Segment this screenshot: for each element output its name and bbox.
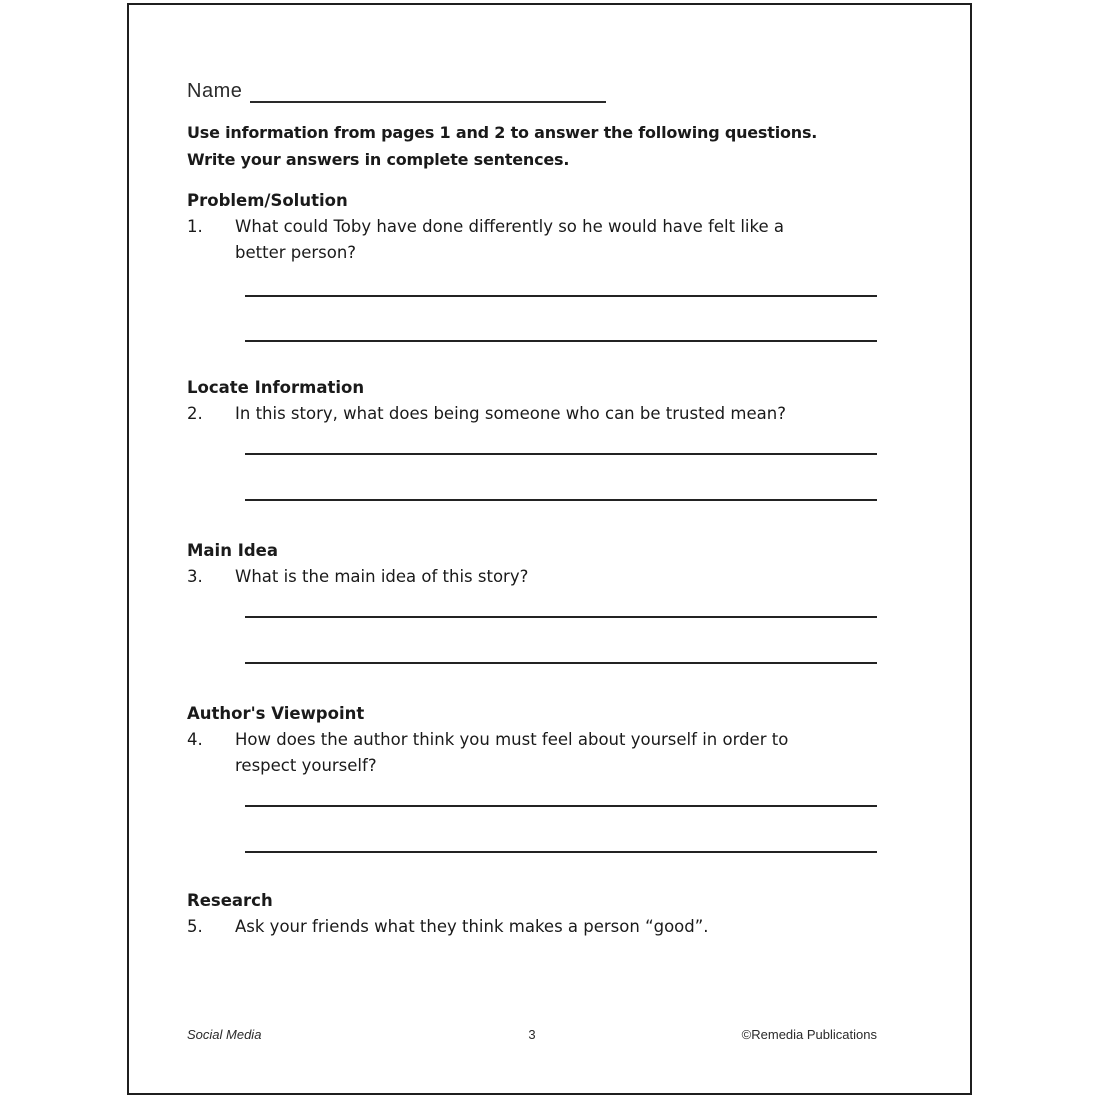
instructions-line-1: Use information from pages 1 and 2 to answer the following questions. (187, 123, 818, 142)
answer-line (245, 427, 877, 455)
footer-publisher: ©Remedia Publications (741, 1027, 877, 1042)
section-heading: Main Idea (187, 541, 278, 560)
answer-line (245, 455, 877, 501)
question-number: 2. (187, 404, 203, 423)
answer-line (245, 779, 877, 807)
question-number: 5. (187, 917, 203, 936)
worksheet-page (127, 3, 972, 1095)
question-number: 1. (187, 217, 203, 236)
question-text-line: Ask your friends what they think makes a person “good”. (235, 917, 709, 936)
section-heading: Author's Viewpoint (187, 704, 365, 723)
question-number: 4. (187, 730, 203, 749)
question-text (235, 214, 877, 266)
answer-line (245, 266, 877, 297)
section-locate-information (187, 375, 877, 501)
question-text-line: What could Toby have done differently so he would have felt like a (235, 217, 784, 236)
answer-line (245, 297, 877, 342)
question-1 (187, 214, 877, 266)
question-2 (187, 401, 877, 427)
question-text (235, 914, 877, 940)
question-text (235, 564, 877, 590)
page-content (187, 5, 877, 940)
section-heading: Research (187, 891, 273, 910)
name-blank-line (250, 81, 606, 103)
question-text-line: What is the main idea of this story? (235, 567, 529, 586)
section-research (187, 888, 877, 940)
section-heading: Locate Information (187, 378, 365, 397)
question-number: 3. (187, 567, 203, 586)
name-label: Name (187, 80, 243, 102)
section-authors-viewpoint (187, 701, 877, 853)
section-heading: Problem/Solution (187, 191, 348, 210)
question-text-line: In this story, what does being someone who can be trusted mean? (235, 404, 786, 423)
question-3 (187, 564, 877, 590)
question-text-line: respect yourself? (235, 756, 377, 775)
footer-page-number: 3 (528, 1027, 536, 1042)
question-text-line: How does the author think you must feel about yourself in order to (235, 730, 789, 749)
section-main-idea (187, 538, 877, 664)
name-row (187, 77, 877, 103)
answer-line (245, 807, 877, 853)
question-text (235, 727, 877, 779)
question-text (235, 401, 877, 427)
question-text-line: better person? (235, 243, 357, 262)
answer-line (245, 618, 877, 664)
instructions-line-2: Write your answers in complete sentences. (187, 150, 570, 169)
section-problem-solution (187, 188, 877, 342)
question-4 (187, 727, 877, 779)
page-footer (187, 1027, 877, 1043)
footer-book-title: Social Media (187, 1027, 262, 1042)
instructions (187, 119, 877, 173)
question-5 (187, 914, 877, 940)
answer-line (245, 590, 877, 618)
